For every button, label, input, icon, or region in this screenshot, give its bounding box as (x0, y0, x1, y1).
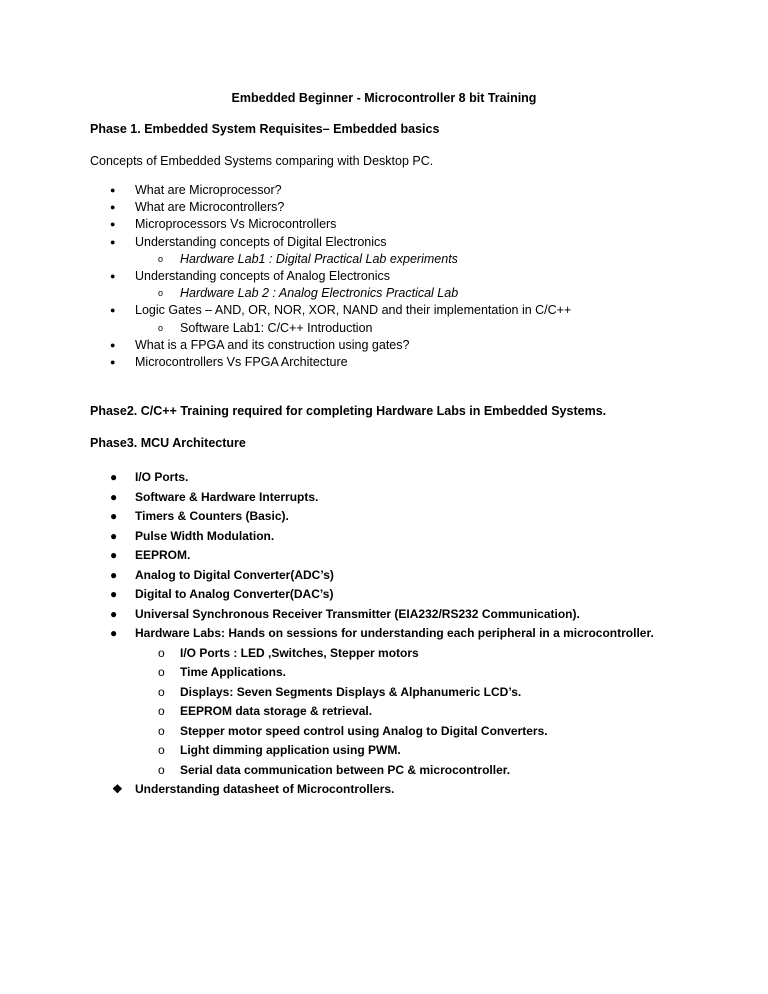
hollow-bullet-icon: o (158, 762, 165, 777)
list-item (90, 488, 730, 508)
hollow-bullet-icon: o (158, 723, 165, 738)
phase1-intro: Concepts of Embedded Systems comparing with Desktop PC. (90, 154, 434, 168)
list-item-text: Hardware Labs: Hands on sessions for understanding each peripheral in a microcontroller. (135, 626, 654, 640)
bullet-icon: ● (110, 606, 118, 621)
list-item (90, 182, 730, 199)
bullet-icon: ● (110, 356, 116, 367)
list-item (90, 234, 730, 251)
list-item (90, 663, 730, 683)
bullet-icon: ● (110, 305, 116, 316)
list-item (90, 468, 730, 488)
list-item-text: What are Microcontrollers? (135, 200, 285, 215)
list-item-text: Light dimming application using PWM. (180, 743, 401, 757)
bullet-icon: ● (110, 626, 118, 640)
phase1-heading: Phase 1. Embedded System Requisites– Embedded basics (90, 122, 440, 136)
list-item (90, 546, 730, 566)
list-item (90, 644, 730, 664)
list-item (90, 216, 730, 233)
list-item (90, 320, 730, 337)
list-item-text: Digital to Analog Converter(DAC’s) (135, 587, 334, 601)
list-item-text: Displays: Seven Segments Displays & Alphanumeric LCD’s. (180, 684, 522, 699)
list-item (90, 199, 730, 216)
bullet-icon: ● (110, 202, 116, 213)
bullet-icon: ● (110, 270, 116, 281)
list-item-text: Understanding datasheet of Microcontrollers. (135, 782, 395, 796)
list-item (90, 527, 730, 547)
bullet-icon: ● (110, 489, 118, 504)
list-item (90, 624, 730, 644)
bullet-icon: ● (110, 236, 116, 247)
list-item-text: Universal Synchronous Receiver Transmitter (EIA232/RS232 Communication). (135, 606, 580, 621)
hollow-bullet-icon: o (158, 684, 165, 699)
bullet-icon: ● (110, 548, 118, 562)
phase2-heading: Phase2. C/C++ Training required for completing Hardware Labs in Embedded Systems. (90, 404, 607, 418)
hollow-bullet-icon: o (158, 288, 164, 299)
list-item-text: Hardware Lab 2 : Analog Electronics Practical Lab (180, 286, 459, 301)
list-item-text: Microcontrollers Vs FPGA Architecture (135, 354, 348, 369)
list-item-text: I/O Ports : LED ,Switches, Stepper motors (180, 645, 419, 660)
bullet-icon: ● (110, 509, 118, 523)
list-item-text: Serial data communication between PC & microcontroller. (180, 762, 511, 777)
list-item (90, 761, 730, 781)
bullet-icon: ● (110, 567, 118, 582)
list-item (90, 605, 730, 625)
list-item-text: Microprocessors Vs Microcontrollers (135, 217, 337, 232)
list-item (90, 251, 730, 268)
list-item (90, 585, 730, 605)
phase3-heading: Phase3. MCU Architecture (90, 436, 246, 450)
list-item-text: Software Lab1: C/C++ Introduction (180, 320, 373, 335)
list-item-text: Hardware Lab1 : Digital Practical Lab experiments (180, 251, 458, 266)
list-item-text: Understanding concepts of Digital Electronics (135, 234, 387, 249)
list-item-text: Time Applications. (180, 665, 287, 679)
list-item-text: Software & Hardware Interrupts. (135, 489, 319, 504)
list-item-text: I/O Ports. (135, 470, 189, 484)
list-item-text: What is a FPGA and its construction using gates? (135, 337, 410, 352)
document-title: Embedded Beginner - Microcontroller 8 bit Training (231, 91, 537, 105)
hollow-bullet-icon: o (158, 704, 165, 718)
list-item (90, 354, 730, 371)
list-item (90, 702, 730, 722)
bullet-icon: ● (110, 528, 118, 543)
list-item (90, 683, 730, 703)
list-item (90, 285, 730, 302)
list-item (90, 507, 730, 527)
bullet-icon: ● (110, 219, 116, 230)
list-item-text: What are Microprocessor? (135, 183, 282, 197)
phase3-list (90, 468, 730, 800)
list-item (90, 268, 730, 285)
list-item-text: Timers & Counters (Basic). (135, 509, 289, 523)
list-item (90, 337, 730, 354)
hollow-bullet-icon: o (158, 645, 165, 660)
phase1-list (90, 182, 730, 371)
list-item (90, 302, 730, 319)
list-item-text: EEPROM data storage & retrieval. (180, 704, 373, 718)
list-item-text: Analog to Digital Converter(ADC’s) (135, 567, 334, 582)
list-item (90, 741, 730, 761)
list-item (90, 566, 730, 586)
hollow-bullet-icon: o (158, 253, 164, 264)
hollow-bullet-icon: o (158, 743, 165, 757)
list-item-text: EEPROM. (135, 548, 191, 562)
list-item (90, 722, 730, 742)
list-item (90, 780, 730, 800)
list-item-text: Stepper motor speed control using Analog to Digital Converters. (180, 723, 548, 738)
diamond-bullet-icon: ❖ (112, 782, 123, 796)
hollow-bullet-icon: o (158, 322, 164, 333)
bullet-icon: ● (110, 587, 118, 601)
bullet-icon: ● (110, 185, 116, 195)
bullet-icon: ● (110, 470, 118, 484)
hollow-bullet-icon: o (158, 665, 165, 679)
bullet-icon: ● (110, 339, 116, 350)
list-item-text: Understanding concepts of Analog Electronics (135, 268, 391, 283)
list-item-text: Pulse Width Modulation. (135, 528, 275, 543)
list-item-text: Logic Gates – AND, OR, NOR, XOR, NAND and their implementation in C/C++ (135, 303, 572, 318)
